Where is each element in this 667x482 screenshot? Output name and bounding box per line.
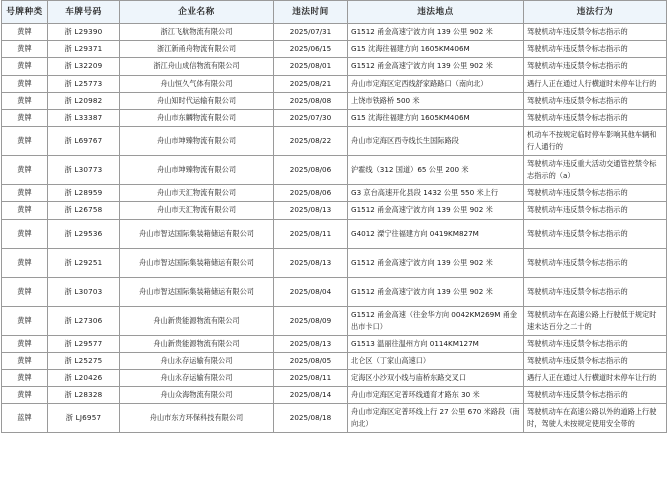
plate-type-cell: 黄牌 [2, 369, 48, 386]
company-cell: 浙江舟山成信物流有限公司 [120, 58, 274, 75]
table-row [2, 185, 667, 202]
behavior-cell: 遇行人正在通过人行横道时未停车让行的 [524, 75, 667, 92]
plate-type-cell: 蓝牌 [2, 404, 48, 433]
plate-number-cell: 浙 L28328 [48, 387, 120, 404]
plate-number-cell: 浙 L33387 [48, 109, 120, 126]
location-cell: G15 沈海往福建方向 1605KM406M [348, 41, 524, 58]
plate-number-cell: 浙 L20982 [48, 92, 120, 109]
table-header-row [2, 1, 667, 24]
plate-number-cell: 浙 L25773 [48, 75, 120, 92]
location-cell: G1513 温丽往温州方向 0114KM127M [348, 335, 524, 352]
plate-number-cell: 浙 L69767 [48, 127, 120, 156]
table-row [2, 219, 667, 248]
time-cell: 2025/06/15 [274, 41, 348, 58]
time-cell: 2025/08/06 [274, 185, 348, 202]
column-header-behavior: 违法行为 [524, 1, 667, 24]
time-cell: 2025/08/05 [274, 352, 348, 369]
location-cell: G1512 甬金高速宁波方向 139 公里 902 米 [348, 277, 524, 306]
plate-number-cell: 浙 L29536 [48, 219, 120, 248]
plate-type-cell: 黄牌 [2, 109, 48, 126]
behavior-cell: 驾驶机动车违反禁令标志指示的 [524, 24, 667, 41]
location-cell: 上饶市铁路桥 500 米 [348, 92, 524, 109]
location-cell: 定海区小沙双小线与庙桥东路交叉口 [348, 369, 524, 386]
location-cell: 舟山市定海区定普环线上行 27 公里 670 米路段（南向北） [348, 404, 524, 433]
plate-type-cell: 黄牌 [2, 335, 48, 352]
company-cell: 舟山市智达国际集装箱储运有限公司 [120, 277, 274, 306]
plate-type-cell: 黄牌 [2, 41, 48, 58]
company-cell: 舟山市智达国际集装箱储运有限公司 [120, 219, 274, 248]
plate-number-cell: 浙 L25275 [48, 352, 120, 369]
plate-type-cell: 黄牌 [2, 185, 48, 202]
behavior-cell: 机动车不按规定临时停车影响其他车辆和行人通行的 [524, 127, 667, 156]
company-cell: 浙江飞航物流有限公司 [120, 24, 274, 41]
behavior-cell: 驾驶机动车在高速公路以外的道路上行驶时，驾驶人未按规定使用安全带的 [524, 404, 667, 433]
behavior-cell: 驾驶机动车违反禁令标志指示的 [524, 248, 667, 277]
time-cell: 2025/08/14 [274, 387, 348, 404]
plate-number-cell: 浙 LJ6957 [48, 404, 120, 433]
time-cell: 2025/08/08 [274, 92, 348, 109]
plate-type-cell: 黄牌 [2, 127, 48, 156]
time-cell: 2025/08/21 [274, 75, 348, 92]
location-cell: G3 京台高速开化县段 1432 公里 550 米上行 [348, 185, 524, 202]
location-cell: G1512 甬金高速宁波方向 139 公里 902 米 [348, 202, 524, 219]
plate-number-cell: 浙 L27306 [48, 306, 120, 335]
location-cell: 舟山市定海区定普环线通育才路东 30 米 [348, 387, 524, 404]
time-cell: 2025/08/01 [274, 58, 348, 75]
plate-type-cell: 黄牌 [2, 387, 48, 404]
company-cell: 舟山新贵能源物流有限公司 [120, 306, 274, 335]
plate-type-cell: 黄牌 [2, 92, 48, 109]
table-row [2, 248, 667, 277]
table-row [2, 387, 667, 404]
time-cell: 2025/08/09 [274, 306, 348, 335]
table-row [2, 58, 667, 75]
plate-type-cell: 黄牌 [2, 277, 48, 306]
table-row [2, 109, 667, 126]
location-cell: 北仑区（丁家山高速口） [348, 352, 524, 369]
location-cell: 舟山市定海区西寺线长生国际路段 [348, 127, 524, 156]
location-cell: 沪霍线（312 国道）65 公里 200 米 [348, 156, 524, 185]
behavior-cell: 驾驶机动车违反禁令标志指示的 [524, 219, 667, 248]
behavior-cell: 驾驶机动车违反禁令标志指示的 [524, 109, 667, 126]
behavior-cell: 驾驶机动车违反禁令标志指示的 [524, 277, 667, 306]
plate-number-cell: 浙 L30773 [48, 156, 120, 185]
company-cell: 舟山永存运输有限公司 [120, 369, 274, 386]
company-cell: 舟山恒久气体有限公司 [120, 75, 274, 92]
behavior-cell: 驾驶机动车在高速公路上行驶低于规定时速未达百分之二十的 [524, 306, 667, 335]
behavior-cell: 驾驶机动车违反禁令标志指示的 [524, 92, 667, 109]
plate-number-cell: 浙 L30703 [48, 277, 120, 306]
behavior-cell: 驾驶机动车违反禁令标志指示的 [524, 335, 667, 352]
company-cell: 舟山众海物流有限公司 [120, 387, 274, 404]
time-cell: 2025/08/04 [274, 277, 348, 306]
company-cell: 舟山市智达国际集装箱储运有限公司 [120, 248, 274, 277]
behavior-cell: 驾驶机动车违反禁令标志指示的 [524, 202, 667, 219]
behavior-cell: 驾驶机动车违反禁令标志指示的 [524, 41, 667, 58]
company-cell: 舟山永存运输有限公司 [120, 352, 274, 369]
company-cell: 舟山市坤臻物流有限公司 [120, 127, 274, 156]
column-header-time: 违法时间 [274, 1, 348, 24]
table-row [2, 369, 667, 386]
table-row [2, 75, 667, 92]
table-row [2, 202, 667, 219]
location-cell: G1512 甬金高速宁波方向 139 公里 902 米 [348, 248, 524, 277]
time-cell: 2025/08/13 [274, 202, 348, 219]
plate-type-cell: 黄牌 [2, 75, 48, 92]
plate-number-cell: 浙 L29390 [48, 24, 120, 41]
time-cell: 2025/08/11 [274, 369, 348, 386]
location-cell: G1512 甬金高速宁波方向 139 公里 902 米 [348, 58, 524, 75]
time-cell: 2025/08/22 [274, 127, 348, 156]
time-cell: 2025/08/06 [274, 156, 348, 185]
plate-type-cell: 黄牌 [2, 248, 48, 277]
table-row [2, 41, 667, 58]
location-cell: G15 沈海往福建方向 1605KM406M [348, 109, 524, 126]
table-row [2, 92, 667, 109]
company-cell: 舟山新贵能源物流有限公司 [120, 335, 274, 352]
column-header-plate-type: 号牌种类 [2, 1, 48, 24]
plate-type-cell: 黄牌 [2, 219, 48, 248]
table-row [2, 335, 667, 352]
plate-number-cell: 浙 L29371 [48, 41, 120, 58]
behavior-cell: 驾驶机动车违反禁令标志指示的 [524, 58, 667, 75]
table-row [2, 404, 667, 433]
company-cell: 舟山市天汇物流有限公司 [120, 185, 274, 202]
plate-type-cell: 黄牌 [2, 202, 48, 219]
behavior-cell: 驾驶机动车违反禁令标志指示的 [524, 352, 667, 369]
company-cell: 舟山市东方环保科技有限公司 [120, 404, 274, 433]
plate-type-cell: 黄牌 [2, 306, 48, 335]
column-header-location: 违法地点 [348, 1, 524, 24]
plate-number-cell: 浙 L26758 [48, 202, 120, 219]
plate-type-cell: 黄牌 [2, 24, 48, 41]
plate-number-cell: 浙 L32209 [48, 58, 120, 75]
time-cell: 2025/08/13 [274, 248, 348, 277]
time-cell: 2025/08/13 [274, 335, 348, 352]
company-cell: 舟山市坤臻物流有限公司 [120, 156, 274, 185]
company-cell: 舟山知时代运输有限公司 [120, 92, 274, 109]
plate-type-cell: 黄牌 [2, 58, 48, 75]
table-row [2, 156, 667, 185]
column-header-plate-number: 车牌号码 [48, 1, 120, 24]
behavior-cell: 驾驶机动车违反禁令标志指示的 [524, 185, 667, 202]
table-row [2, 24, 667, 41]
plate-type-cell: 黄牌 [2, 352, 48, 369]
location-cell: G1512 甬金高速宁波方向 139 公里 902 米 [348, 24, 524, 41]
location-cell: G4012 溧宁往福建方向 0419KM827M [348, 219, 524, 248]
plate-number-cell: 浙 L29251 [48, 248, 120, 277]
table-body [2, 24, 667, 433]
time-cell: 2025/08/18 [274, 404, 348, 433]
behavior-cell: 遇行人正在通过人行横道时未停车让行的 [524, 369, 667, 386]
location-cell: G1512 甬金高速（往金华方向 0042KM269M 甬金出市卡口） [348, 306, 524, 335]
table-row [2, 127, 667, 156]
table-row [2, 277, 667, 306]
plate-number-cell: 浙 L29577 [48, 335, 120, 352]
table-row [2, 352, 667, 369]
plate-number-cell: 浙 L28959 [48, 185, 120, 202]
plate-number-cell: 浙 L20426 [48, 369, 120, 386]
time-cell: 2025/07/30 [274, 109, 348, 126]
company-cell: 舟山市天汇物流有限公司 [120, 202, 274, 219]
table-row [2, 306, 667, 335]
behavior-cell: 驾驶机动车违反重大活动交通管控禁令标志指示的（a） [524, 156, 667, 185]
company-cell: 浙江新甬舟物流有限公司 [120, 41, 274, 58]
location-cell: 舟山市定海区定西线舒家路路口（南向北） [348, 75, 524, 92]
company-cell: 舟山市东麟物流有限公司 [120, 109, 274, 126]
traffic-violation-table [1, 0, 667, 433]
time-cell: 2025/07/31 [274, 24, 348, 41]
plate-type-cell: 黄牌 [2, 156, 48, 185]
behavior-cell: 驾驶机动车违反禁令标志指示的 [524, 387, 667, 404]
column-header-company: 企业名称 [120, 1, 274, 24]
time-cell: 2025/08/11 [274, 219, 348, 248]
